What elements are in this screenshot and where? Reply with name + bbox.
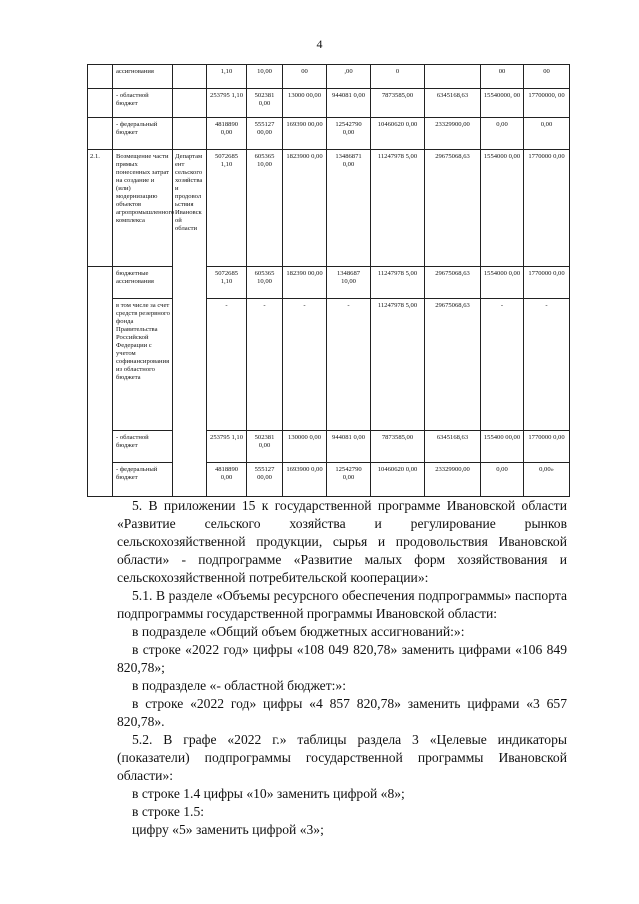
table-row [88,299,570,431]
value-cell: 944081 0,00 [327,89,371,118]
executor-cell [173,65,207,89]
value-cell: 00 [283,65,327,89]
value-cell: 0,00» [524,463,570,497]
value-cell: 13000 00,00 [283,89,327,118]
value-cell: 29675068,63 [425,150,481,267]
paragraph: в строке 1.5: [132,804,205,819]
value-cell: 1770000 0,00 [524,150,570,267]
value-cell: 11247978 5,00 [371,150,425,267]
executor-cell: Департамент сельского хозяйства и продовольствия Ивановской области [173,150,207,497]
value-cell: 11247978 5,00 [371,299,425,431]
value-cell: 10,00 [247,65,283,89]
value-cell: 0,00 [481,118,524,150]
value-cell: 253795 1,10 [207,431,247,463]
value-cell: 1770000 0,00 [524,431,570,463]
value-cell: ,00 [327,65,371,89]
value-cell: - [327,299,371,431]
value-cell: 00 [481,65,524,89]
value-cell: 29675068,63 [425,267,481,299]
table-row [88,463,570,497]
value-cell: 23329900,00 [425,463,481,497]
row-number-cell [88,118,113,150]
value-cell: 944081 0,00 [327,431,371,463]
row-name-cell: - областной бюджет [113,431,173,463]
value-cell: 155400 00,00 [481,431,524,463]
value-cell: 6345168,63 [425,431,481,463]
value-cell: 13486871 0,00 [327,150,371,267]
paragraph: 5.1. В разделе «Объемы ресурсного обеспечения подпрограммы» паспорта подпрограммы государственной программы Ивановской области: [117,588,567,621]
paragraph: в подразделе «Общий объем бюджетных ассигнований:»: [132,624,465,639]
row-name-cell: - областной бюджет [113,89,173,118]
value-cell: 00 [524,65,570,89]
paragraph: 5.2. В графе «2022 г.» таблицы раздела 3 «Целевые индикаторы (показатели) подпрограммы государственной программы Ивановской области»: [117,732,567,783]
value-cell: 1823900 0,00 [283,150,327,267]
value-cell: 29675068,63 [425,299,481,431]
value-cell: 6345168,63 [425,89,481,118]
value-cell: 1,10 [207,65,247,89]
paragraph: в подразделе «- областной бюджет:»: [132,678,347,693]
value-cell: 555127 00,00 [247,463,283,497]
value-cell: 169390 00,00 [283,118,327,150]
table-row [88,431,570,463]
table-row [88,118,570,150]
value-cell: - [524,299,570,431]
value-cell: 10460620 0,00 [371,463,425,497]
row-name-cell: - федеральный бюджет [113,118,173,150]
document-body [117,497,567,839]
row-name-cell: ассигнования [113,65,173,89]
executor-cell [173,89,207,118]
paragraph: в строке «2022 год» цифры «108 049 820,78» заменить цифрами «106 849 820,78»; [117,642,567,675]
row-number-cell [88,267,113,497]
value-cell: 1770000 0,00 [524,267,570,299]
paragraph: цифру «5» заменить цифрой «3»; [132,822,324,837]
paragraph: в строке «2022 год» цифры «4 857 820,78» заменить цифрами «3 657 820,78». [117,696,567,729]
value-cell: 555127 00,00 [247,118,283,150]
value-cell: 5072685 1,10 [207,150,247,267]
value-cell: 4818890 0,00 [207,118,247,150]
value-cell: - [247,299,283,431]
row-number-cell [88,65,113,89]
table-row [88,267,570,299]
value-cell: 12542790 0,00 [327,463,371,497]
value-cell: 605365 10,00 [247,150,283,267]
executor-cell [173,118,207,150]
value-cell: 502381 0,00 [247,89,283,118]
value-cell: - [207,299,247,431]
budget-table [87,64,570,497]
table-row [88,65,570,89]
value-cell: - [283,299,327,431]
paragraph: 5. В приложении 15 к государственной программе Ивановской области «Развитие сельского хозяйства и регулирование рынков сельскохозяйственной продукции, сырья и продовольствия Ивановской области» - подпрограмме «Развитие малых форм хозяйствования и сельскохозяйственной потребительской кооперации»: [117,498,567,585]
value-cell: 130000 0,00 [283,431,327,463]
value-cell: 1554000 0,00 [481,267,524,299]
value-cell: 502381 0,00 [247,431,283,463]
table-row [88,150,570,267]
value-cell: 10460620 0,00 [371,118,425,150]
value-cell: 7873585,00 [371,89,425,118]
value-cell: 0 [371,65,425,89]
value-cell: 1554000 0,00 [481,150,524,267]
value-cell [425,65,481,89]
row-name-cell: в том числе за счет средств резервного фонда Правительства Российской Федерации с учетом софинансирования из областного бюджета [113,299,173,431]
value-cell: 0,00 [481,463,524,497]
row-name-cell: Возмещение части прямых понесенных затрат на создание и (или) модернизацию объектов агропромышленного комплекса [113,150,173,267]
row-number-cell: 2.1. [88,150,113,267]
value-cell: 17700000, 00 [524,89,570,118]
value-cell: 7873585,00 [371,431,425,463]
value-cell: 15540000, 00 [481,89,524,118]
value-cell: 5072685 1,10 [207,267,247,299]
row-name-cell: - федеральный бюджет [113,463,173,497]
value-cell: 1348687 10,00 [327,267,371,299]
value-cell: 23329900,00 [425,118,481,150]
value-cell: 4818890 0,00 [207,463,247,497]
value-cell: 182390 00,00 [283,267,327,299]
value-cell: 253795 1,10 [207,89,247,118]
value-cell: 0,00 [524,118,570,150]
value-cell: 605365 10,00 [247,267,283,299]
row-name-cell: бюджетные ассигнования [113,267,173,299]
row-number-cell [88,89,113,118]
value-cell: 11247978 5,00 [371,267,425,299]
value-cell: 1693900 0,00 [283,463,327,497]
value-cell: 12542790 0,00 [327,118,371,150]
page-number: 4 [316,37,323,51]
paragraph: в строке 1.4 цифры «10» заменить цифрой «8»; [132,786,405,801]
value-cell: - [481,299,524,431]
table-row [88,89,570,118]
